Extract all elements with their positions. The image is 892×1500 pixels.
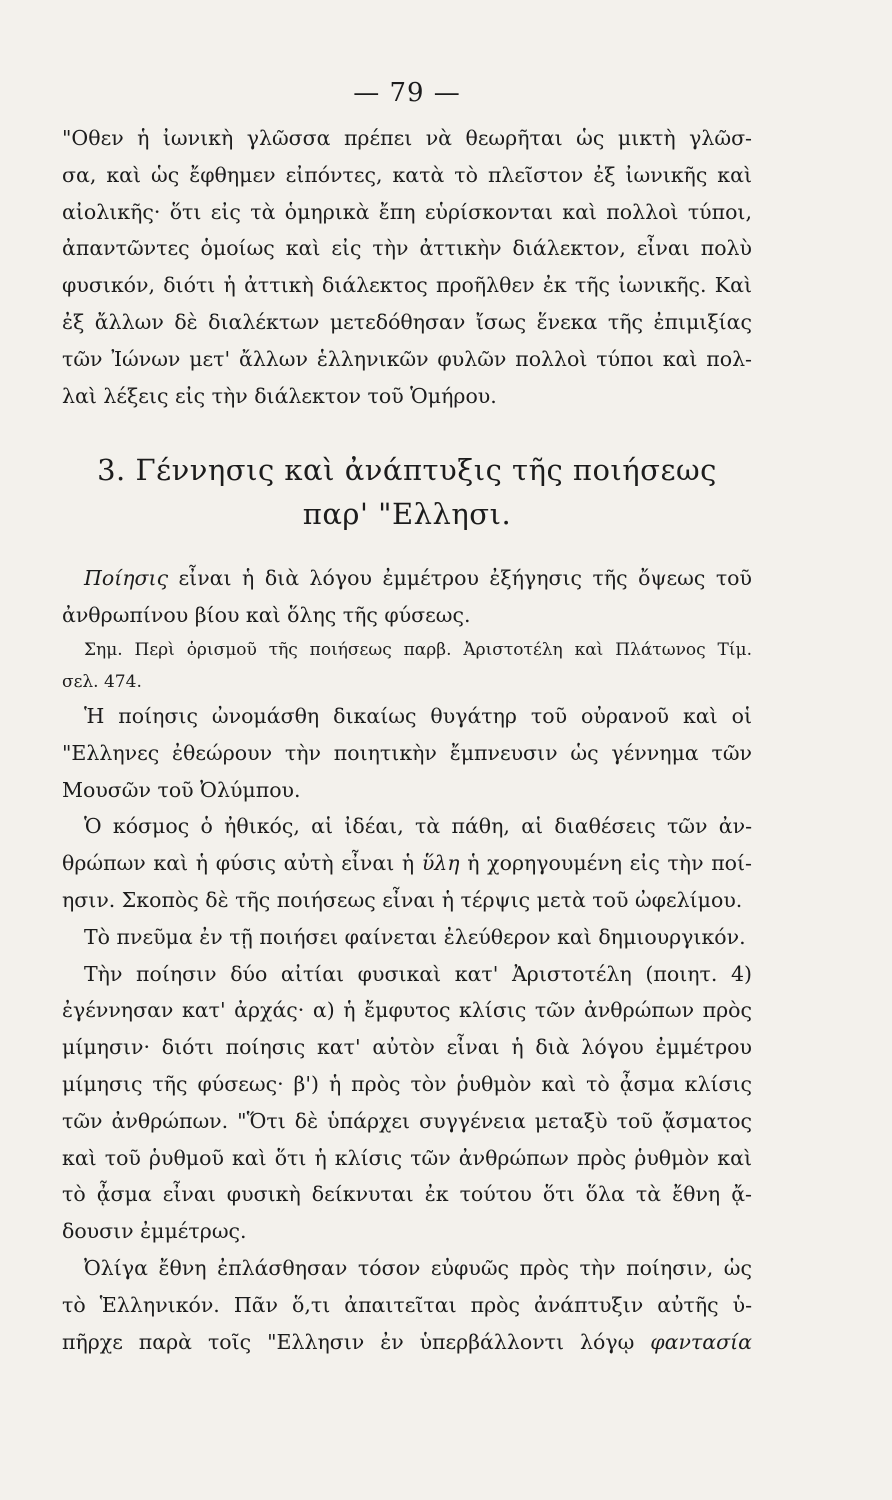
- paragraph-two-causes: [62, 956, 752, 1250]
- definition-term: Ποίησις: [84, 566, 169, 591]
- text-line: καὶ τοῦ ῥυθμοῦ καὶ ὅτι ἡ κλίσις τῶν ἀνθρώπων πρὸς ῥυθμὸν καὶ: [62, 1145, 752, 1170]
- section-heading-line2: παρ' "Ελλησι.: [302, 497, 512, 532]
- paragraph-spirit: [62, 919, 752, 956]
- page-number: — 79 —: [353, 78, 461, 108]
- emphasis-word: φαντασία: [650, 1329, 752, 1354]
- paragraph-ionic-dialect: [62, 120, 752, 414]
- text-line: [62, 845, 752, 882]
- text-line: τῶν ἀνθρώπων. "Ὅτι δὲ ὑπάρχει συγγένεια μεταξὺ τοῦ ᾄσματος: [62, 1108, 752, 1133]
- text-line: [62, 560, 752, 597]
- paragraph-definition: [62, 560, 752, 634]
- text-line: τὸ ᾆσμα εἶναι φυσικὴ δείκνυται ἐκ τούτου ὅτι ὅλα τὰ ἔθνη ᾄ-: [62, 1182, 752, 1207]
- text-line: μίμησις τῆς φύσεως· β') ἡ πρὸς τὸν ῥυθμὸν καὶ τὸ ᾆσμα κλίσις: [62, 1071, 752, 1096]
- text-line: Τὴν ποίησιν δύο αἰτίαι φυσικαὶ κατ' Ἀριστοτέλη (ποιητ. 4): [84, 961, 752, 986]
- text-segment: θρώπων καὶ ἡ φύσις αὐτὴ εἶναι ἡ: [62, 851, 422, 876]
- text-line: Τὸ πνεῦμα ἐν τῇ ποιήσει φαίνεται ἐλεύθερον καὶ δημιουργικόν.: [84, 924, 746, 949]
- text-line: αἰολικῆς· ὅτι εἰς τὰ ὁμηρικὰ ἔπη εὑρίσκονται καὶ πολλοὶ τύποι,: [62, 199, 752, 224]
- text-line: ησιν. Σκοπὸς δὲ τῆς ποιήσεως εἶναι ἡ τέρψις μετὰ τοῦ ὠφελίμου.: [62, 887, 743, 912]
- text-line: Ὁ κόσμος ὁ ἠθικός, αἱ ἰδέαι, τὰ πάθη, αἱ διαθέσεις τῶν ἀν-: [84, 814, 752, 839]
- text-line: Μουσῶν τοῦ Ὀλύμπου.: [62, 777, 301, 802]
- text-line: ἀπαντῶντες ὁμοίως καὶ εἰς τὴν ἀττικὴν διάλεκτον, εἶναι πολὺ: [62, 236, 752, 261]
- text-line: λαὶ λέξεις εἰς τὴν διάλεκτον τοῦ Ὁμήρου.: [62, 383, 497, 408]
- footnote: [62, 634, 752, 698]
- text-line: "Ελληνες ἐθεώρουν τὴν ποιητικὴν ἔμπνευσιν ὡς γέννημα τῶν: [62, 740, 752, 765]
- text-line: Ἡ ποίησις ὠνομάσθη δικαίως θυγάτηρ τοῦ οὐρανοῦ καὶ οἱ: [84, 703, 752, 728]
- note-line: Σημ. Περὶ ὁρισμοῦ τῆς ποιήσεως παρβ. Ἀριστοτέλη καὶ Πλάτωνος Τίμ.: [84, 639, 752, 660]
- emphasis-word: ὕλη: [421, 851, 460, 876]
- section-heading-line1: 3. Γέννησις καὶ ἀνάπτυξις τῆς ποιήσεως: [97, 453, 717, 488]
- note-line: σελ. 474.: [62, 671, 142, 692]
- text-segment: πῆρχε παρὰ τοῖς "Ελλησιν ἐν ὑπερβάλλοντι λόγῳ: [62, 1329, 651, 1354]
- paragraph-ethical-world: [62, 808, 752, 918]
- text-line: δουσιν ἐμμέτρως.: [62, 1219, 247, 1244]
- text-line: τῶν Ἰώνων μετ' ἄλλων ἑλληνικῶν φυλῶν πολλοὶ τύποι καὶ πολ-: [62, 346, 752, 371]
- paragraph-muses: [62, 698, 752, 808]
- book-page: [62, 78, 752, 1360]
- paragraph-greek-nation: [62, 1250, 752, 1360]
- definition-text: εἶναι ἡ διὰ λόγου ἐμμέτρου ἐξήγησις τῆς ὄψεως τοῦ: [168, 566, 752, 591]
- text-line: Ὀλίγα ἔθνη ἐπλάσθησαν τόσον εὐφυῶς πρὸς τὴν ποίησιν, ὡς: [84, 1255, 752, 1280]
- text-line: σα, καὶ ὡς ἔφθημεν εἰπόντες, κατὰ τὸ πλεῖστον ἐξ ἰωνικῆς καὶ: [62, 162, 752, 187]
- text-line: ἐξ ἄλλων δὲ διαλέκτων μετεδόθησαν ἴσως ἕνεκα τῆς ἐπιμιξίας: [62, 309, 752, 334]
- text-line: μίμησιν· διότι ποίησις κατ' αὐτὸν εἶναι ἡ διὰ λόγου ἐμμέτρου: [62, 1035, 752, 1060]
- text-line: "Οθεν ἡ ἰωνικὴ γλῶσσα πρέπει νὰ θεωρῆται ὡς μικτὴ γλῶσ-: [62, 126, 752, 150]
- text-segment: ἡ χορηγουμένη εἰς τὴν ποί-: [459, 851, 752, 876]
- text-line: τὸ Ἑλληνικόν. Πᾶν ὅ,τι ἀπαιτεῖται πρὸς ἀνάπτυξιν αὐτῆς ὑ-: [62, 1292, 752, 1317]
- text-line: ἐγέννησαν κατ' ἀρχάς· α) ἡ ἔμφυτος κλίσις τῶν ἀνθρώπων πρὸς: [62, 998, 752, 1023]
- section-heading: [62, 448, 752, 536]
- text-line: φυσικόν, διότι ἡ ἀττικὴ διάλεκτος προῆλθεν ἐκ τῆς ἰωνικῆς. Καὶ: [62, 273, 752, 298]
- text-line: [62, 1324, 752, 1361]
- text-line: ἀνθρωπίνου βίου καὶ ὅλης τῆς φύσεως.: [62, 603, 471, 628]
